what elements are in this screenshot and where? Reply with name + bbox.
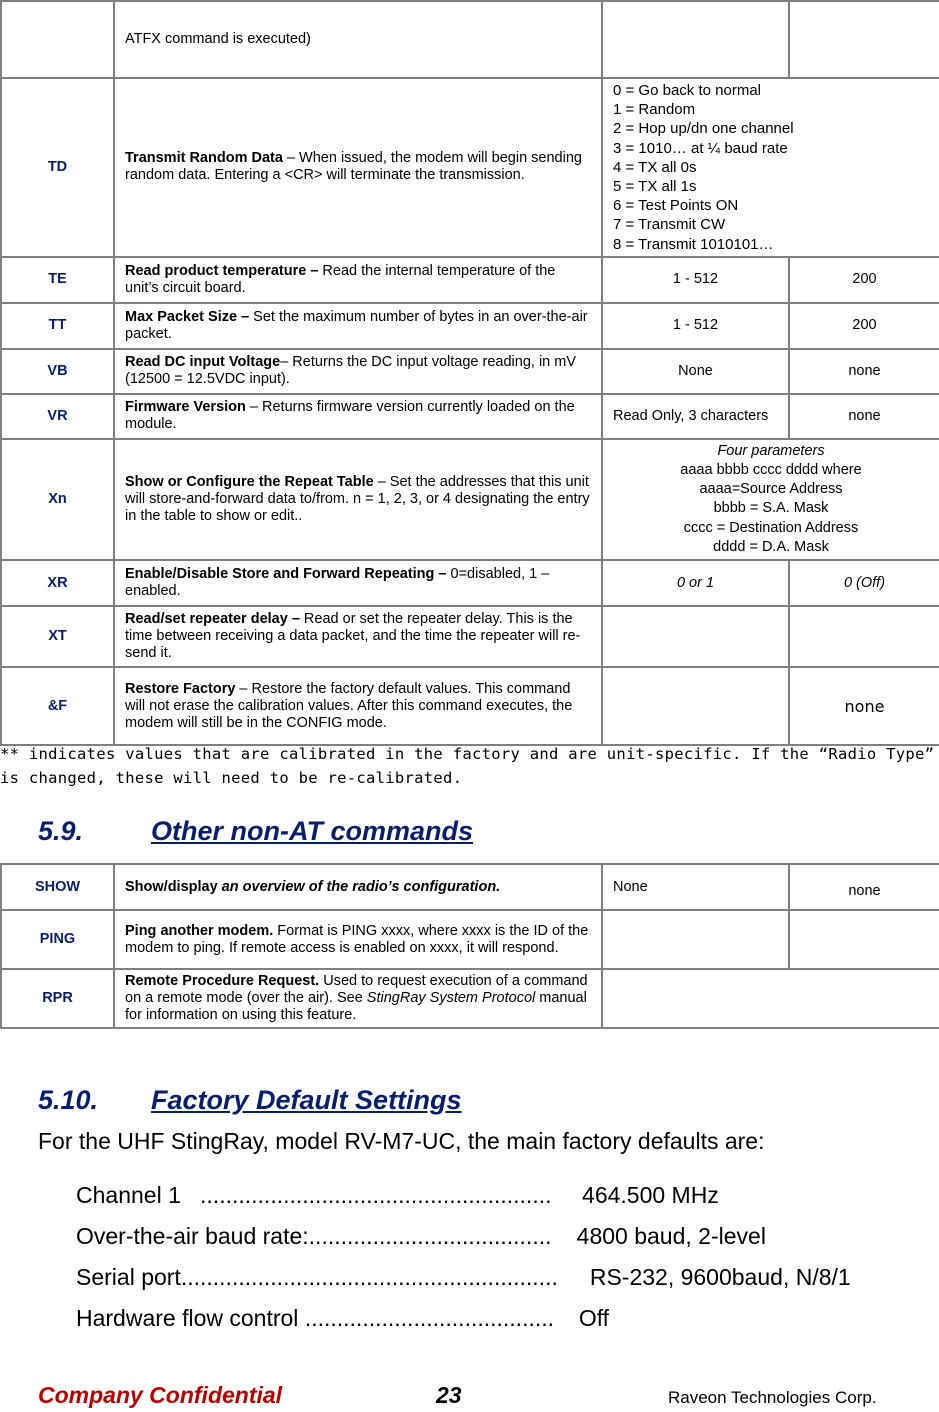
setting-label: Hardware flow control [76,1305,305,1331]
command-description: Restore Factory – Restore the factory default values. This command will not erase the calibration values. After this command executes, the modem will still be in the CONFIG mode. [114,667,602,745]
company-name: Raveon Technologies Corp. [668,1388,877,1407]
command-description: Remote Procedure Request. Used to request execution of a command on a remote mode (over the air). See StingRay System Protocol manual for information on using this feature. [114,969,602,1028]
param-line: cccc = Destination Address [683,519,859,536]
table-row [1,969,939,1028]
command-code: SHOW [1,864,114,910]
command-code [1,1,114,78]
command-description: Firmware Version – Returns firmware version currently loaded on the module. [114,394,602,439]
default-cell: 200 [789,257,939,303]
range-cell: 0 or 1 [602,560,789,606]
command-code: RPR [1,969,114,1028]
leader-dots: ....................................... [304,1305,555,1331]
option-line: 5 = TX all 1s [613,178,697,196]
default-setting-row [76,1291,906,1332]
option-line: 7 = Transmit CW [613,216,726,234]
default-cell: none [789,864,939,910]
default-setting-row [76,1209,906,1250]
range-cell: 1 - 512 [602,303,789,349]
command-code: XR [1,560,114,606]
table-row [1,910,939,969]
setting-value: 464.500 MHz [582,1182,719,1208]
range-cell: 1 - 512 [602,257,789,303]
command-code: TE [1,257,114,303]
option-line: 6 = Test Points ON [613,197,739,215]
command-description: Read/set repeater delay – Read or set the repeater delay. This is the time between receiving a data packet, and the time the repeater will re-send it. [114,606,602,667]
option-line: 4 = TX all 0s [613,158,697,176]
default-cell: none [789,667,939,745]
default-cell: 200 [789,303,939,349]
default-setting-row [76,1250,906,1291]
confidential-label: Company Confidential [38,1382,283,1408]
command-description: Max Packet Size – Set the maximum number of bytes in an over-the-air packet. [114,303,602,349]
section-number: 5.10. [38,1085,99,1115]
defaults-list [76,1168,906,1332]
table-row [1,606,939,667]
command-description: Show/display an overview of the radio’s configuration. [114,864,602,910]
setting-value: 4800 baud, 2-level [576,1223,766,1249]
page-number: 23 [436,1382,462,1408]
command-code: Xn [1,439,114,560]
setting-value: Off [578,1305,610,1331]
setting-label: Channel 1 [76,1182,201,1208]
range-cell [602,1,789,78]
option-line: 8 = Transmit 1010101… [613,235,774,253]
default-cell: 0 (Off) [789,560,939,606]
table-row [1,257,939,303]
param-line: aaaa bbbb cccc dddd where [680,462,862,479]
command-code: TD [1,78,114,257]
command-code: XT [1,606,114,667]
setting-value: RS-232, 9600baud, N/8/1 [589,1264,851,1290]
command-code: TT [1,303,114,349]
option-line: 0 = Go back to normal [613,82,761,99]
section-heading-5-9 [0,816,939,852]
calibration-note: ** indicates values that are calibrated in the factory and are unit-specific. If the “Radio Type” is changed, these will need to be re-calibrated. [0,745,935,787]
leader-dots: ........................................................... [180,1264,558,1290]
command-description: Transmit Random Data – When issued, the modem will begin sending random data. Entering a <CR> will terminate the transmission. [114,78,602,257]
range-cell [602,667,789,745]
default-cell [789,1,939,78]
options-cell [602,78,939,257]
range-cell: None [602,864,789,910]
default-cell [789,606,939,667]
table-row [1,864,939,910]
range-cell: None [602,349,789,394]
non-at-command-table [0,863,939,1029]
default-cell: none [789,394,939,439]
table-row [1,439,939,560]
param-line: dddd = D.A. Mask [713,538,829,555]
table-row [1,303,939,349]
option-line: 1 = Random [613,101,696,119]
param-line: bbbb = S.A. Mask [713,500,829,517]
command-description: ATFX command is executed) [114,1,602,78]
range-cell: Read Only, 3 characters [602,394,789,439]
leader-dots: ...................................... [308,1223,552,1249]
table-row [1,394,939,439]
setting-label: Over-the-air baud rate: [76,1223,309,1249]
command-code: VB [1,349,114,394]
command-description: Enable/Disable Store and Forward Repeating – 0=disabled, 1 – enabled. [114,560,602,606]
param-line: aaaa=Source Address [699,481,843,498]
section-title: Other non-AT commands [151,816,474,846]
leader-dots: ....................................................... [200,1182,552,1208]
range-cell [602,606,789,667]
range-cell [602,969,939,1028]
command-code: VR [1,394,114,439]
section-number: 5.9. [38,816,84,846]
command-description: Read product temperature – Read the internal temperature of the unit’s circuit board. [114,257,602,303]
command-description: Read DC input Voltage– Returns the DC input voltage reading, in mV (12500 = 12.5VDC input). [114,349,602,394]
command-description: Show or Configure the Repeat Table – Set the addresses that this unit will store-and-forward data to/from. n = 1, 2, 3, or 4 designating the entry in the table to show or edit.. [114,439,602,560]
command-code: PING [1,910,114,969]
page-footer [0,1382,939,1412]
table-row [1,667,939,745]
default-setting-row [76,1168,906,1209]
range-cell [602,910,789,969]
table-row [1,349,939,394]
option-line: 2 = Hop up/dn one channel [613,120,794,138]
table-row [1,78,939,257]
params-cell [602,439,939,560]
option-line: 3 = 1010… at ¼ baud rate [613,139,788,157]
default-cell: none [789,349,939,394]
defaults-intro: For the UHF StingRay, model RV-M7-UC, the main factory defaults are: [38,1128,765,1154]
table-row [1,1,939,78]
command-description: Ping another modem. Format is PING xxxx, where xxxx is the ID of the modem to ping. If remote access is enabled on xxxx, it will respond. [114,910,602,969]
section-title: Factory Default Settings [151,1085,462,1115]
section-heading-5-10 [0,1085,939,1121]
params-title: Four parameters [717,442,825,459]
setting-label: Serial port [76,1264,181,1290]
default-cell [789,910,939,969]
command-code: &F [1,667,114,745]
table-row [1,560,939,606]
